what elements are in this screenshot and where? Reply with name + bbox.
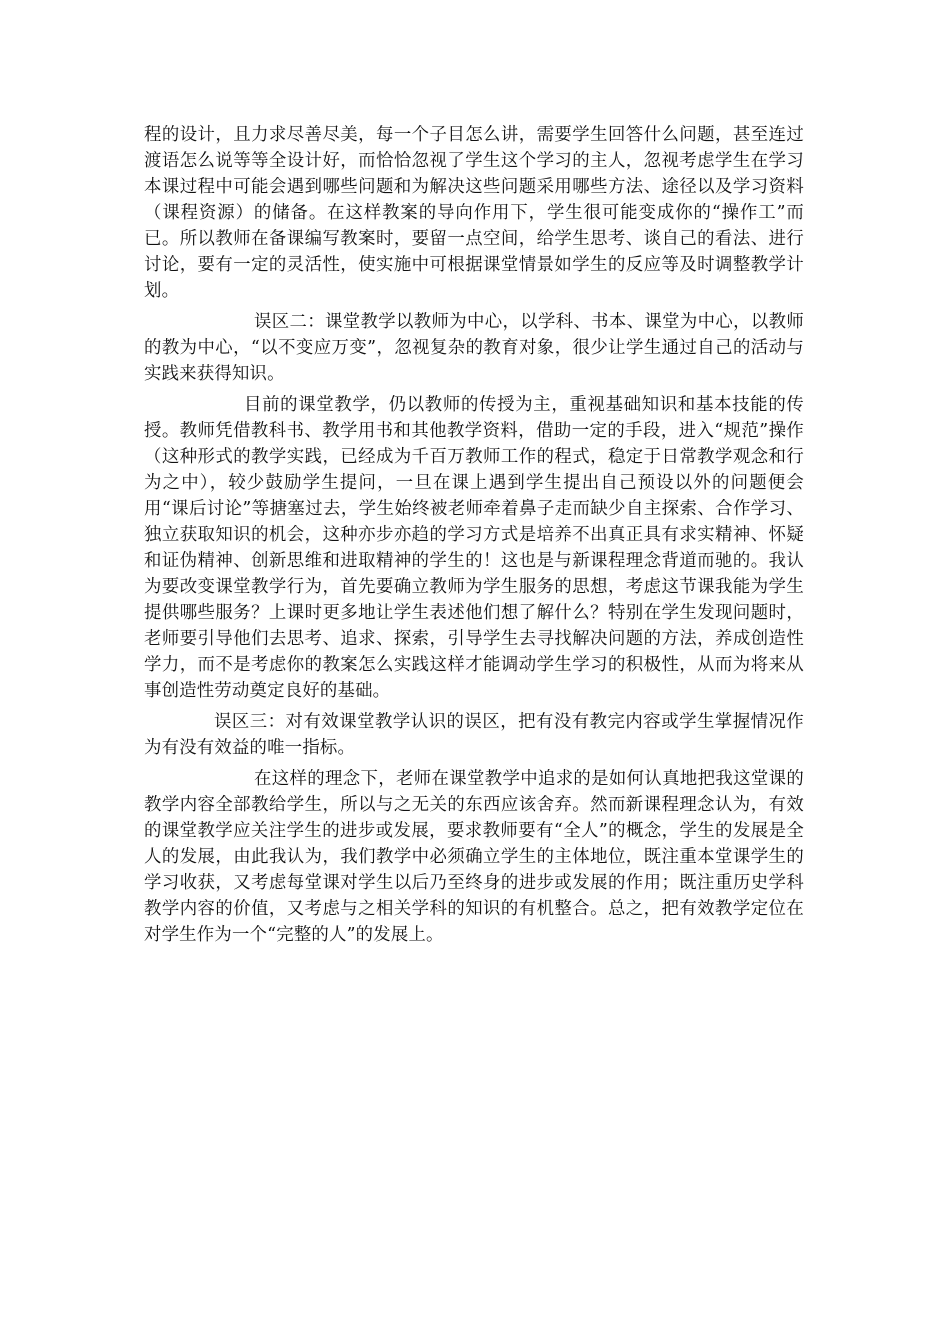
paragraph-effective-teaching: 在这样的理念下，老师在课堂教学中追求的是如何认真地把我这堂课的教学内容全部教给学生，所以与之无关的东西应该舍弃。然而新课程理念认为，有效的课堂教学应关注学生的进步或发展，要求教师要有“全人”的概念，学生的发展是全人的发展，由此我认为，我们教学中必须确立学生的主体地位，既注重本堂课学生的学习收获，又考虑每堂课对学生以后乃至终身的进步或发展的作用；既注重历史学科教学内容的价值，又考虑与之相关学科的知识的有机整合。总之，把有效教学定位在对学生作为一个“完整的人”的发展上。	[144, 769, 804, 945]
paragraph-current-teaching: 目前的课堂教学，仍以教师的传授为主，重视基础知识和基本技能的传授。教师凭借教科书、教学用书和其他教学资料，借助一定的手段，进入“规范”操作（这种形式的教学实践，已经成为千百万教师工作的程式，稳定于日常教学观念和行为之中），较少鼓励学生提问，一旦在课上遇到学生提出自己预设以外的问题便会用“课后讨论”等搪塞过去，学生始终被老师牵着鼻子走而缺少自主探索、合作学习、独立获取知识的机会，这种亦步亦趋的学习方式是培养不出真正具有求实精神、怀疑和证伪精神、创新思维和进取精神的学生的！这也是与新课程理念背道而驰的。我认为要改变课堂教学行为，首先要确立教师为学生服务的思想，考虑这节课我能为学生提供哪些服务？上课时更多地让学生表述他们想了解什么？特别在学生发现问题时，老师要引导他们去思考、追求、探索，引导学生去寻找解决问题的方法，养成创造性学力，而不是考虑你的教案怎么实践这样才能调动学生学习的积极性，从而为将来从事创造性劳动奠定良好的基础。	[144, 395, 804, 701]
document-page	[144, 122, 804, 953]
paragraph-misconception-three-heading: 误区三：对有效课堂教学认识的误区，把有没有教完内容或学生掌握情况作为有没有效益的唯一指标。	[144, 712, 804, 758]
paragraph-misconception-two-heading: 误区二：课堂教学以教师为中心，以学科、书本、课堂为中心，以教师的教为中心，“以不变应万变”，忽视复杂的教育对象，很少让学生通过自己的活动与实践来获得知识。	[144, 312, 804, 384]
paragraph-lesson-design: 程的设计，且力求尽善尽美，每一个子目怎么讲，需要学生回答什么问题，甚至连过渡语怎么说等等全设计好，而恰恰忽视了学生这个学习的主人，忽视考虑学生在学习本课过程中可能会遇到哪些问题和为解决这些问题采用哪些方法、途径以及学习资料（课程资源）的储备。在这样教案的导向作用下，学生很可能变成你的“操作工”而已。所以教师在备课编写教案时，要留一点空间，给学生思考、谈自己的看法、进行讨论，要有一定的灵活性，使实施中可根据课堂情景如学生的反应等及时调整教学计划。	[144, 125, 804, 301]
